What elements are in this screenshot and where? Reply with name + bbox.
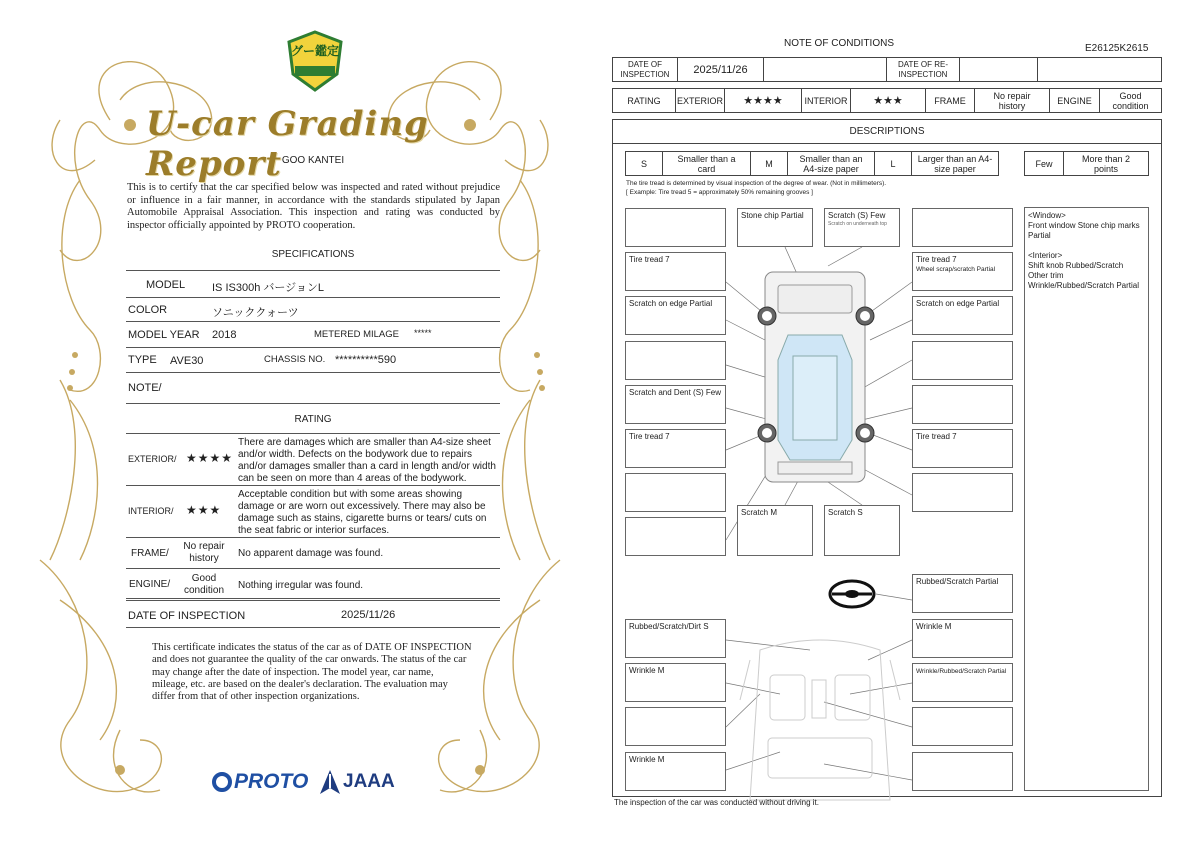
reinspection-label: DATE OF RE-INSPECTION bbox=[886, 57, 960, 82]
exterior-stars: ★★★★ bbox=[186, 451, 234, 465]
damage-box-tire-rear-right: Tire tread 7 bbox=[912, 429, 1013, 468]
car-interior-view-icon bbox=[740, 640, 900, 800]
engine-value: Good condition bbox=[183, 573, 225, 596]
engine-rating-row: ENGINE/ Good condition Nothing irregular was found. bbox=[126, 569, 500, 601]
steering-wheel-icon bbox=[830, 581, 874, 607]
interior-rating-stars: ★★★ bbox=[850, 88, 926, 113]
damage-box-steering: Rubbed/Scratch Partial bbox=[912, 574, 1013, 613]
type-row: TYPE AVE30 CHASSIS NO. **********590 bbox=[126, 348, 500, 373]
inspection-date-row: DATE OF INSPECTION 2025/11/26 bbox=[126, 604, 500, 628]
sheet-reference: E26125K2615 bbox=[1085, 43, 1149, 54]
interior-rating-row: INTERIOR/ ★★★ Acceptable condition but with some areas showing damage or are worn out excessively. There may also be damage such as stains, cigarette burns or tears/ cuts on the seat fabric or interior surfaces. bbox=[126, 486, 500, 538]
damage-box bbox=[625, 707, 726, 746]
damage-box-edge-right: Scratch on edge Partial bbox=[912, 296, 1013, 335]
chassis-value: **********590 bbox=[335, 354, 397, 366]
damage-box-rear-seat: Wrinkle M bbox=[625, 752, 726, 791]
report-subtitle: GOO KANTEI bbox=[281, 155, 345, 166]
type-value: AVE30 bbox=[170, 355, 204, 367]
model-row: MODEL IS IS300h バージョンL bbox=[126, 274, 500, 298]
model-year-row: MODEL YEAR 2018 METERED MILAGE ***** bbox=[126, 322, 500, 348]
damage-box-windshield: Stone chip Partial bbox=[737, 208, 813, 247]
damage-box bbox=[625, 208, 726, 247]
frame-rating-row: FRAME/ No repair history No apparent damage was found. bbox=[126, 538, 500, 569]
tread-note: The tire tread is determined by visual inspection of the degree of wear. (Not in millimeters). bbox=[626, 180, 887, 187]
damage-box-passenger-seat: Wrinkle/Rubbed/Scratch Partial bbox=[912, 663, 1013, 702]
damage-box bbox=[912, 385, 1013, 424]
report-title: U-car Grading Report bbox=[146, 104, 429, 184]
milage-value: ***** bbox=[414, 328, 432, 338]
exterior-rating-row: EXTERIOR/ ★★★★ There are damages which are smaller than A4-size sheet and/or width. Defects on the bodywork due to repairs and/or damages smaller than a card in length and/or width can be seen on more than 4 areas of the bodywork. bbox=[126, 434, 500, 486]
exterior-rating-stars: ★★★★ bbox=[724, 88, 802, 113]
proto-logo: PROTO bbox=[212, 770, 308, 794]
tread-example: [ Example: Tire tread 5 = approximately 50% remaining grooves ] bbox=[626, 189, 813, 196]
condition-notes-box: <Window> Front window Stone chip marks Partial <Interior> Shift knob Rubbed/Scratch Other trim Wrinkle/Rubbed/Scratch Partial bbox=[1024, 207, 1149, 791]
damage-box-ceiling: Rubbed/Scratch/Dirt S bbox=[625, 619, 726, 658]
damage-box-trunk: Scratch S bbox=[824, 505, 900, 556]
damage-box-dent-left: Scratch and Dent (S) Few bbox=[625, 385, 726, 424]
inspection-date-label: DATE OF INSPECTION bbox=[612, 57, 678, 82]
rating-heading: RATING bbox=[294, 414, 332, 425]
damage-box-roof: Scratch (S) Few Scratch on underneath top bbox=[824, 208, 900, 247]
engine-status: Good condition bbox=[1099, 88, 1162, 113]
note-row: NOTE/ bbox=[126, 373, 500, 404]
certification-statement: This is to certify that the car specified below was inspected and rated without prejudice or influence in a fair manner, in accordance with the standards stipulated by Japan Automobile Appraisal Association. This inspection and rating was conducted by inspector officially appointed by PROTO cooperation. bbox=[127, 182, 500, 231]
badge-text: グー鑑定 bbox=[290, 44, 339, 58]
descriptions-heading: DESCRIPTIONS bbox=[612, 119, 1162, 144]
damage-box bbox=[625, 473, 726, 512]
damage-box-rear-bumper: Scratch M bbox=[737, 505, 813, 556]
certificate-disclaimer: This certificate indicates the status of the car as of DATE OF INSPECTION and does not guarantee the quality of the car onwards. The status of the car may change after the date of inspection. The model year, car name, mileage, etc. are based on the dealer's declaration. The evaluation may differ from that of other inspection organizations. bbox=[152, 642, 472, 703]
damage-box bbox=[912, 341, 1013, 380]
inspection-date-value: 2025/11/26 bbox=[341, 609, 396, 621]
jaaa-logo: JAAA bbox=[320, 770, 395, 794]
color-value: ソニッククォーツ bbox=[212, 307, 299, 319]
model-year-value: 2018 bbox=[212, 329, 237, 341]
interior-stars: ★★★ bbox=[186, 503, 222, 517]
damage-box-driver-seat: Wrinkle M bbox=[625, 663, 726, 702]
car-top-view-icon bbox=[765, 272, 865, 482]
inspection-date-cell: 2025/11/26 bbox=[677, 57, 764, 82]
damage-box bbox=[912, 707, 1013, 746]
damage-box-tire-front-right: Tire tread 7 Wheel scrap/scratch Partial bbox=[912, 252, 1013, 291]
damage-box bbox=[912, 752, 1013, 791]
damage-box-pillar: Wrinkle M bbox=[912, 619, 1013, 658]
jaaa-mark-icon bbox=[320, 770, 340, 794]
damage-box bbox=[912, 473, 1013, 512]
sheet-footer: The inspection of the car was conducted without driving it. bbox=[614, 798, 819, 807]
damage-box bbox=[912, 208, 1013, 247]
damage-box-tire-rear-left: Tire tread 7 bbox=[625, 429, 726, 468]
damage-box-tire-front-left: Tire tread 7 bbox=[625, 252, 726, 291]
condition-notes-sheet: NOTE OF CONDITIONS E26125K2615 DATE OF INSPECTION 2025/11/26 DATE OF RE-INSPECTION RATING EXTERIOR ★★★★ INTERIOR ★★★ FRAME No repair history ENGINE Good condition DESCRIPTIONS S Smaller than a card M Smaller than an A4-size paper L Larger than an A4-size paper Few More than 2 points The tire tread is determined by visual inspection of the degree of wear. (Not in millimeters). [ Example: Tire tread 5 = approximately 50% remaining grooves ] Tire tread 7 Scratch on edge Partial Scratch and Dent (S) Few Tire tread 7 Stone chip Partial Scratch (S) Few Scratch on underneath top Tire tread 7 Wheel scrap/scratch Partial Scratch on edge Partial Tire tread 7 Scratch M Scratch S Rubbed/Scratch Partial Rubbed/Scratch/Dirt S Wrinkle M Wrinkle M Wrinkle/Rubbed/Scratch Partial Wrinkle M <Window> Front window Stone chip marks Partial <Interior> Shift knob Rubbed/Scratch Other trim Wrinkle/Rubbed/Scratch Partial The inspection of the car was conducted without driving it. bbox=[600, 0, 1200, 848]
goo-kantei-badge bbox=[287, 30, 343, 92]
sheet-title: NOTE OF CONDITIONS bbox=[784, 38, 894, 49]
color-row: COLOR ソニッククォーツ bbox=[126, 298, 500, 322]
proto-mark-icon bbox=[212, 772, 232, 792]
frame-value: No repair history bbox=[183, 541, 225, 564]
damage-box bbox=[625, 517, 726, 556]
model-value: IS IS300h バージョンL bbox=[212, 282, 325, 294]
damage-box bbox=[625, 341, 726, 380]
damage-box-edge-left: Scratch on edge Partial bbox=[625, 296, 726, 335]
specifications-heading: SPECIFICATIONS bbox=[271, 249, 355, 260]
frame-status: No repair history bbox=[974, 88, 1050, 113]
